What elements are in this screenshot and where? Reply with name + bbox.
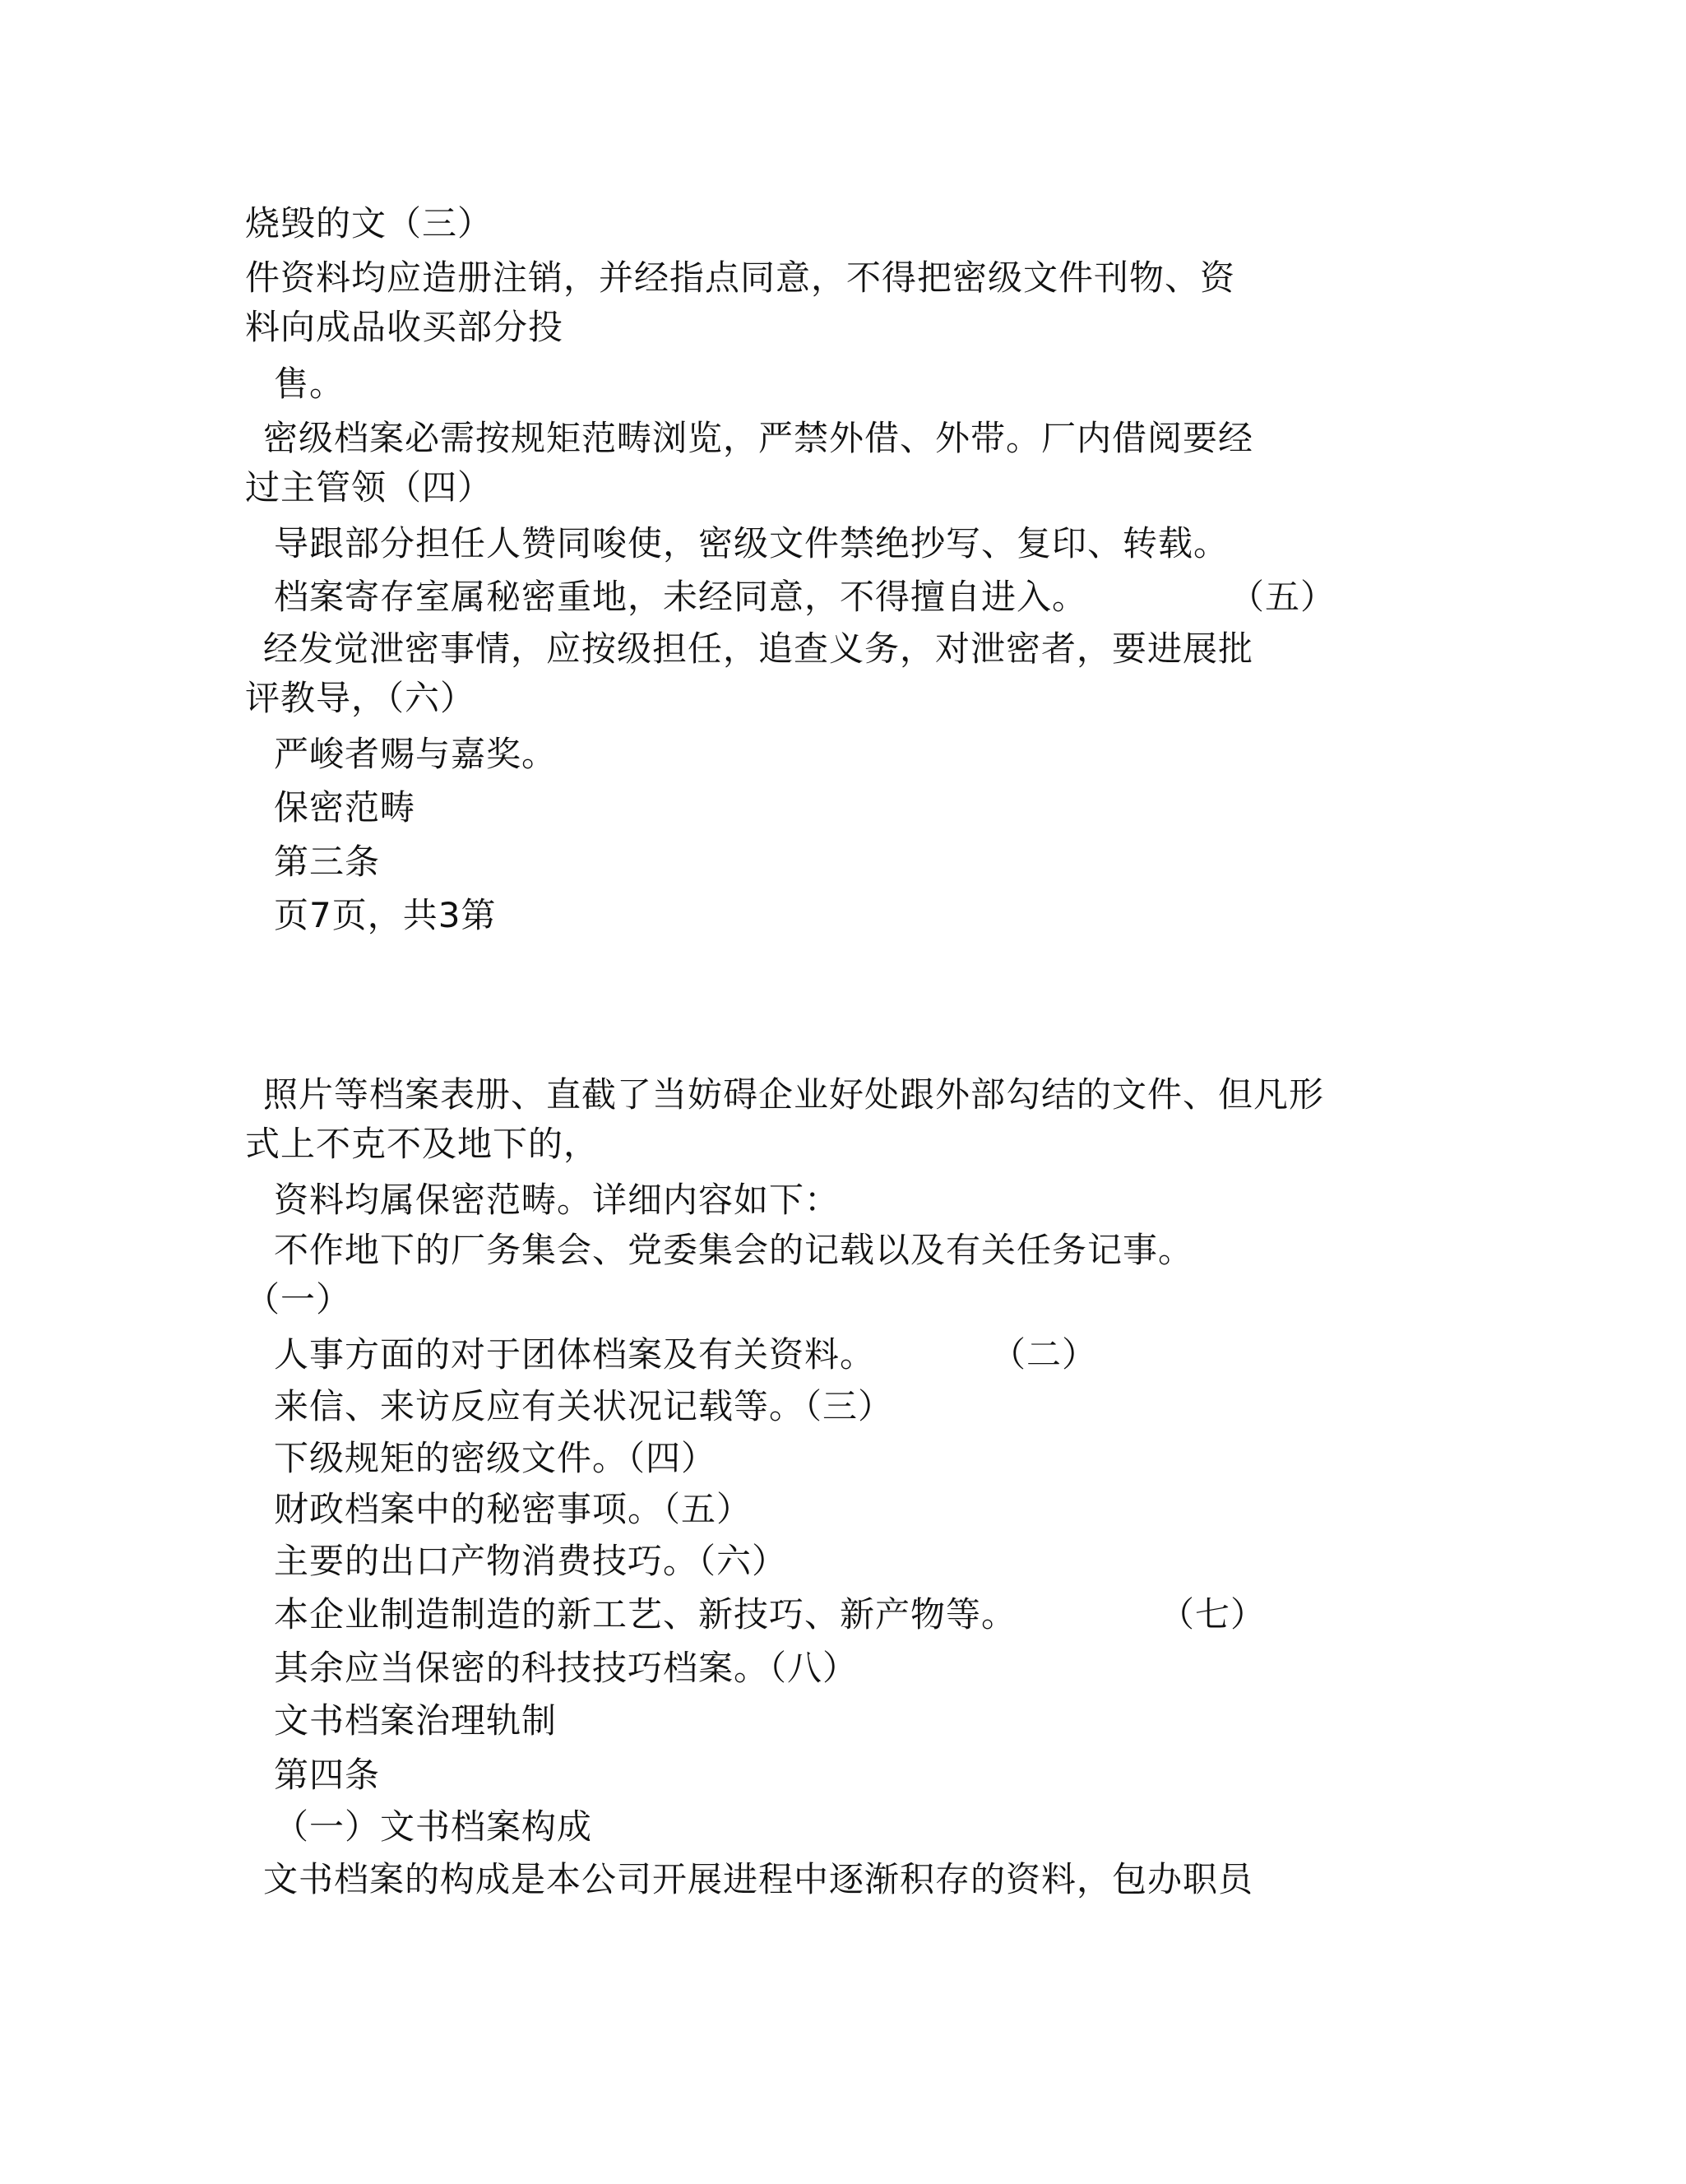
list-item: 人事方面的对于团体档案及有关资料。 — [274, 1334, 876, 1375]
section-number: （五） — [1230, 577, 1336, 617]
text-line: 密级档案必需按规矩范畴浏览，严禁外借、外带。厂内借阅要经 — [263, 418, 1254, 458]
text-line: 文书档案的构成是本公司开展进程中逐渐积存的资料，包办职员 — [263, 1859, 1254, 1899]
text-line: 评教导，（六） — [245, 678, 476, 718]
text-line: 资料均属保密范畴。详细内容如下： — [274, 1180, 841, 1220]
list-item: 财政档案中的秘密事项。（五） — [274, 1489, 753, 1529]
list-item: 来信、来访反应有关状况记载等。（三） — [274, 1386, 894, 1426]
text-line: 照片等档案表册、直截了当妨碍企业好处跟外部勾结的文件、但凡形 — [263, 1074, 1325, 1115]
section-number: （一） — [245, 1279, 352, 1319]
text-line: 料向成品收买部分投 — [245, 307, 564, 347]
text-line: 烧毁的文（三） — [245, 203, 493, 243]
page-footer: 页7页，共3第 — [274, 895, 497, 935]
list-item: 下级规矩的密级文件。（四） — [274, 1438, 717, 1478]
section-heading: 文书档案治理轨制 — [274, 1700, 558, 1741]
section-number: （七） — [1160, 1594, 1267, 1635]
list-item: 其余应当保密的科技技巧档案。（八） — [274, 1648, 859, 1688]
section-heading: 保密范畴 — [274, 787, 416, 828]
text-line: 式上不克不及地下的， — [245, 1124, 600, 1164]
article-heading: 第三条 — [274, 842, 381, 882]
subsection-heading: （一）文书档案构成 — [274, 1806, 593, 1847]
text-line: 不作地下的厂务集会、党委集会的记载以及有关任务记事。 — [274, 1230, 1194, 1270]
text-line: 导跟部分担任人赞同唆使，密级文件禁绝抄写、复印、转载。 — [274, 523, 1230, 563]
text-line: 严峻者赐与嘉奖。 — [274, 734, 558, 774]
text-line: 经发觉泄密事情，应按级担任，追查义务，对泄密者，要进展批 — [263, 628, 1254, 669]
text-line: 过主管领（四） — [245, 467, 493, 508]
text-line: 件资料均应造册注销，并经指点同意，不得把密级文件刊物、资 — [245, 257, 1236, 298]
section-number: （二） — [991, 1334, 1098, 1375]
text-line: 档案寄存室属秘密重地，未经同意，不得擅自进入。 — [274, 577, 1088, 617]
list-item: 本企业制造制造的新工艺、新技巧、新产物等。 — [274, 1594, 1017, 1635]
text-line: 售。 — [274, 364, 345, 404]
article-heading: 第四条 — [274, 1755, 381, 1795]
list-item: 主要的出口产物消费技巧。（六） — [274, 1541, 788, 1581]
